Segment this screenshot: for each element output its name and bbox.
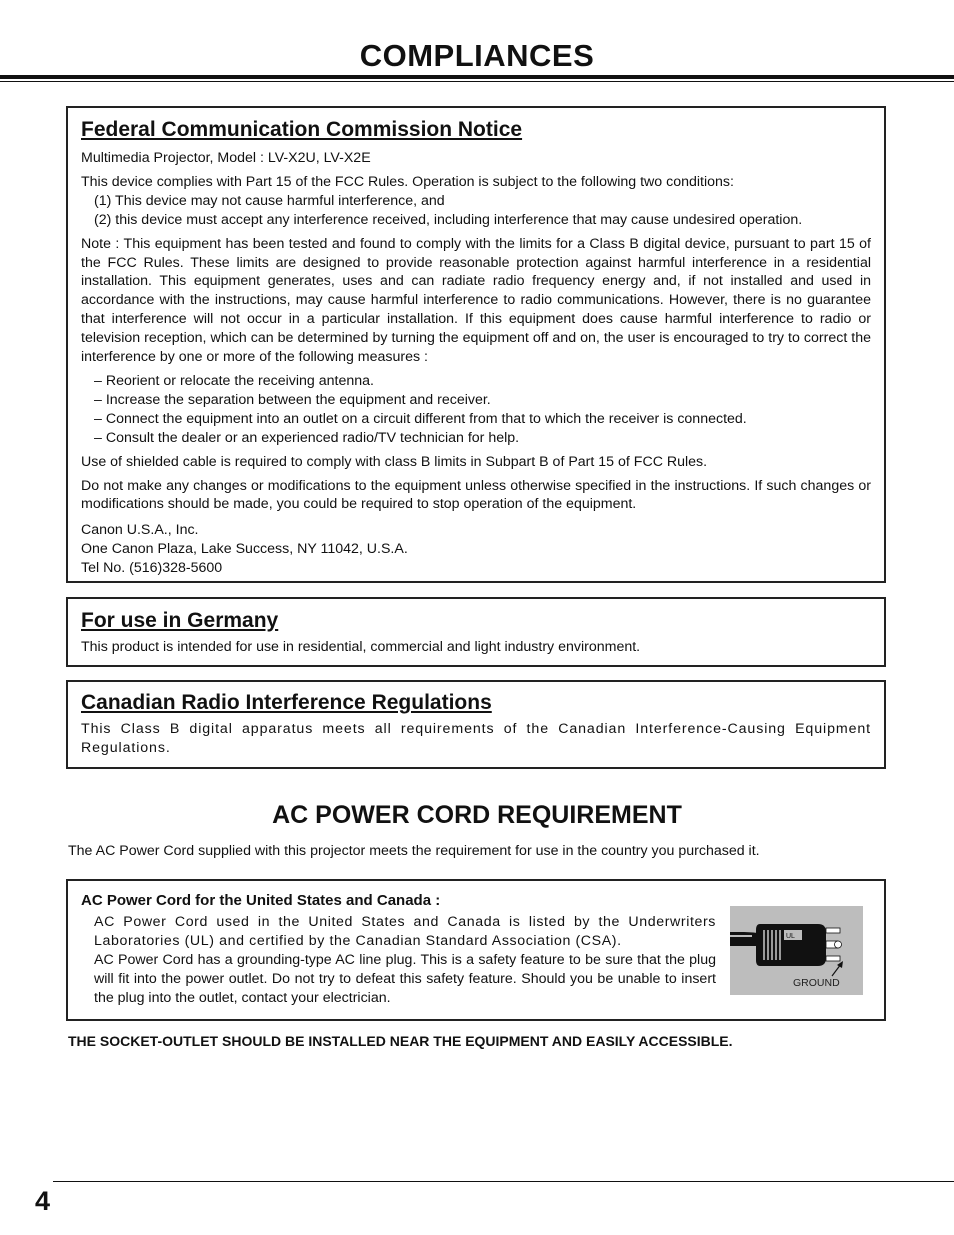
- footer-rule: [53, 1181, 954, 1182]
- title-rule-thick: [0, 75, 954, 79]
- ac-power-cord-box: [66, 879, 886, 1021]
- grounding-plug-figure: [730, 906, 863, 995]
- germany-box: [66, 597, 886, 667]
- fcc-address-line-1: Canon U.S.A., Inc.: [81, 522, 199, 539]
- canada-heading: Canadian Radio Interference Regulations: [81, 691, 492, 714]
- cord-box-heading: AC Power Cord for the United States and Canada :: [81, 892, 441, 909]
- fcc-condition-1: (1) This device may not cause harmful interference, and: [94, 192, 445, 209]
- page-title: COMPLIANCES: [359, 38, 595, 73]
- fcc-measure-4: – Consult the dealer or an experienced radio/TV technician for help.: [94, 429, 520, 446]
- page-number: 4: [35, 1186, 51, 1216]
- fcc-measure-3: – Connect the equipment into an outlet on a circuit different from that to which the receiver is connected.: [94, 410, 747, 427]
- fcc-condition-2: (2) this device must accept any interference received, including interference that may cause undesired operation.: [94, 211, 803, 228]
- germany-text: This product is intended for use in residential, commercial and light industry environment.: [81, 639, 641, 655]
- fcc-address-line-3: Tel No. (516)328-5600: [81, 560, 223, 577]
- ground-label: GROUND: [793, 977, 840, 989]
- cord-text-block: [81, 913, 716, 1008]
- fcc-heading: Federal Communication Commission Notice: [81, 118, 523, 141]
- ac-power-heading: AC POWER CORD REQUIREMENT: [272, 801, 682, 829]
- canada-text: This Class B digital apparatus meets all requirements of the Canadian Interference-Causing Equipment Regulations.: [81, 721, 871, 756]
- ac-power-intro: The AC Power Cord supplied with this projector meets the requirement for use in the country you purchased it.: [68, 843, 760, 859]
- title-rule-thin: [0, 81, 954, 82]
- cord-paragraph-1: AC Power Cord used in the United States and Canada is listed by the Underwriters Laboratories (UL) and certified by the Canadian Standard Association (CSA).: [94, 914, 716, 949]
- fcc-shielded-cable: Use of shielded cable is required to comply with class B limits in Subpart B of Part 15 of FCC Rules.: [81, 453, 708, 470]
- svg-text:UL: UL: [786, 933, 795, 940]
- fcc-address-line-2: One Canon Plaza, Lake Success, NY 11042, U.S.A.: [81, 541, 408, 558]
- fcc-measure-2: – Increase the separation between the equipment and receiver.: [94, 391, 491, 408]
- fcc-measure-1: – Reorient or relocate the receiving antenna.: [94, 372, 374, 389]
- cord-paragraph-2: AC Power Cord has a grounding-type AC line plug. This is a safety feature to be sure that the plug will fit into the power outlet. Do not try to defeat this safety feature. Should you be unable to insert the plug into the outlet, contact your electrician.: [94, 951, 716, 1006]
- canada-box: [66, 680, 886, 769]
- fcc-notice-box: [66, 106, 886, 583]
- fcc-modifications: Do not make any changes or modifications to the equipment unless otherwise specified in the instructions. If such changes or modifications should be made, you could be required to stop operation of the equipment.: [81, 477, 871, 513]
- fcc-note: Note : This equipment has been tested and found to comply with the limits for a Class B digital device, pursuant to part 15 of the FCC Rules. These limits are designed to provide reasonable protection against harmful interference in a residential installation. This equipment generates, uses and can radiate radio frequency energy and, if not installed and used in accordance with the instructions, may cause harmful interference to radio communications. However, there is no guarantee that interference will not occur in a particular installation. If this equipment does cause harmful interference to radio or television reception, which can be determined by turning the equipment off and on, the user is encouraged to try to correct the interference by one or more of the following measures :: [81, 235, 871, 366]
- fcc-intro: This device complies with Part 15 of the FCC Rules. Operation is subject to the following two conditions:: [81, 173, 734, 190]
- fcc-model: Multimedia Projector, Model : LV-X2U, LV-X2E: [81, 150, 371, 166]
- socket-outlet-warning: THE SOCKET-OUTLET SHOULD BE INSTALLED NEAR THE EQUIPMENT AND EASILY ACCESSIBLE.: [68, 1033, 733, 1049]
- germany-heading: For use in Germany: [81, 609, 279, 632]
